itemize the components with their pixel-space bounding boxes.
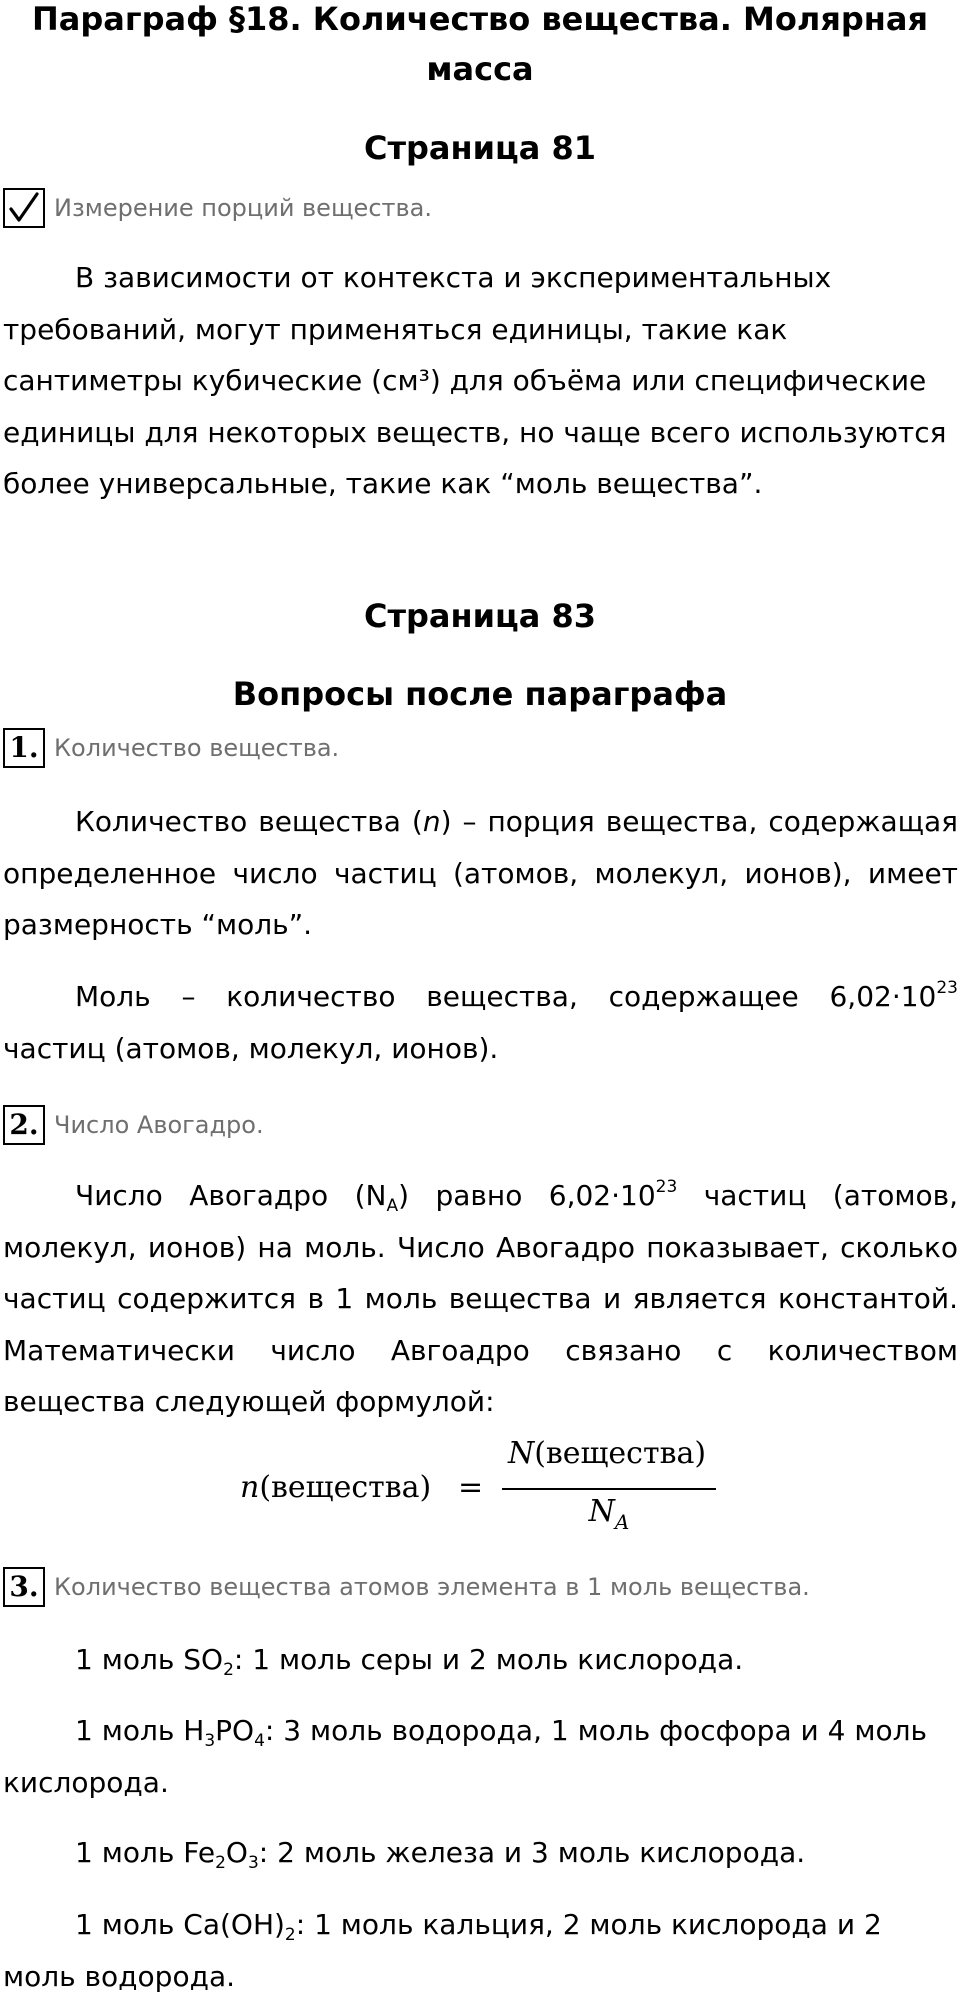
page-81-task-row: [3, 187, 432, 229]
question-1-row: [3, 727, 339, 769]
page-81-heading: Страница 81: [363, 129, 597, 167]
avogadro-formula: [0, 1436, 960, 1546]
formula-denominator: $N_A$: [588, 1494, 630, 1534]
page-81-text: В зависимости от контекста и экспериментальных требований, могут применяться единицы, такие как сантиметры кубические (см³) для объёма или специфические единицы для некоторых веществ, но чаще всего используются более универсальные, такие как “моль вещества”.: [3, 261, 947, 500]
paragraph-title-line2: масса: [426, 50, 534, 88]
question-1-answer-p2: Моль – количество вещества, содержащее $6,02\cdot 10^{23}$ частиц (атомов, молекул, ионов).: [3, 978, 958, 1065]
question-3-number: 3.: [3, 1567, 45, 1607]
questions-subheading: Вопросы после параграфа: [232, 675, 728, 713]
page-81-task-label: Измерение порций вещества.: [54, 194, 432, 222]
formula-numerator: N(вещества): [507, 1436, 707, 1471]
question-2-answer: Число Авогадро $(N_A)$ равно $6,02\cdot 10^{23}$ частиц (атомов, молекул, ионов) на моль. Число Авогадро показывает, сколько частиц содержится в 1 моль вещества и является константой. Математически число Авгоадро связано с количеством вещества следующей формулой:: [3, 1177, 958, 1418]
question-3-answer-h3po4: 1 моль $H_3PO_4$: 3 моль водорода, 1 моль фосфора и 4 моль кислорода.: [3, 1714, 927, 1799]
question-3-answer-so2: 1 моль $SO_2$: 1 моль серы и 2 моль кислорода.: [75, 1643, 744, 1680]
question-3-answer-caoh2: 1 моль $Ca(OH)_2$: 1 моль кальция, 2 моль кислорода и 2 моль водорода.: [3, 1908, 882, 1993]
question-2-label: Число Авогадро.: [54, 1111, 264, 1139]
checkmark-icon: [3, 188, 45, 228]
question-3-label: Количество вещества атомов элемента в 1 моль вещества.: [54, 1573, 810, 1601]
question-1-number: 1.: [3, 728, 45, 768]
formula-lhs: n(вещества): [240, 1470, 432, 1505]
page-83-heading: Страница 83: [363, 597, 597, 635]
question-1-label: Количество вещества.: [54, 734, 340, 762]
formula-equals: =: [458, 1470, 484, 1505]
fraction-bar: [502, 1488, 716, 1490]
question-3-answer-fe2o3: 1 моль $Fe_2O_3$: 2 моль железа и 3 моль кислорода.: [75, 1836, 806, 1873]
question-2-row: [3, 1104, 264, 1146]
checkmark-glyph: [6, 191, 42, 225]
question-1-answer-p1: Количество вещества (n) – порция вещества, содержащая определенное число частиц (атомов, молекул, ионов), имеет размерность “моль”.: [3, 805, 958, 941]
question-2-number: 2.: [3, 1105, 45, 1145]
paragraph-title-line1: Параграф §18. Количество вещества. Молярная: [31, 0, 929, 38]
question-3-row: [3, 1566, 810, 1608]
